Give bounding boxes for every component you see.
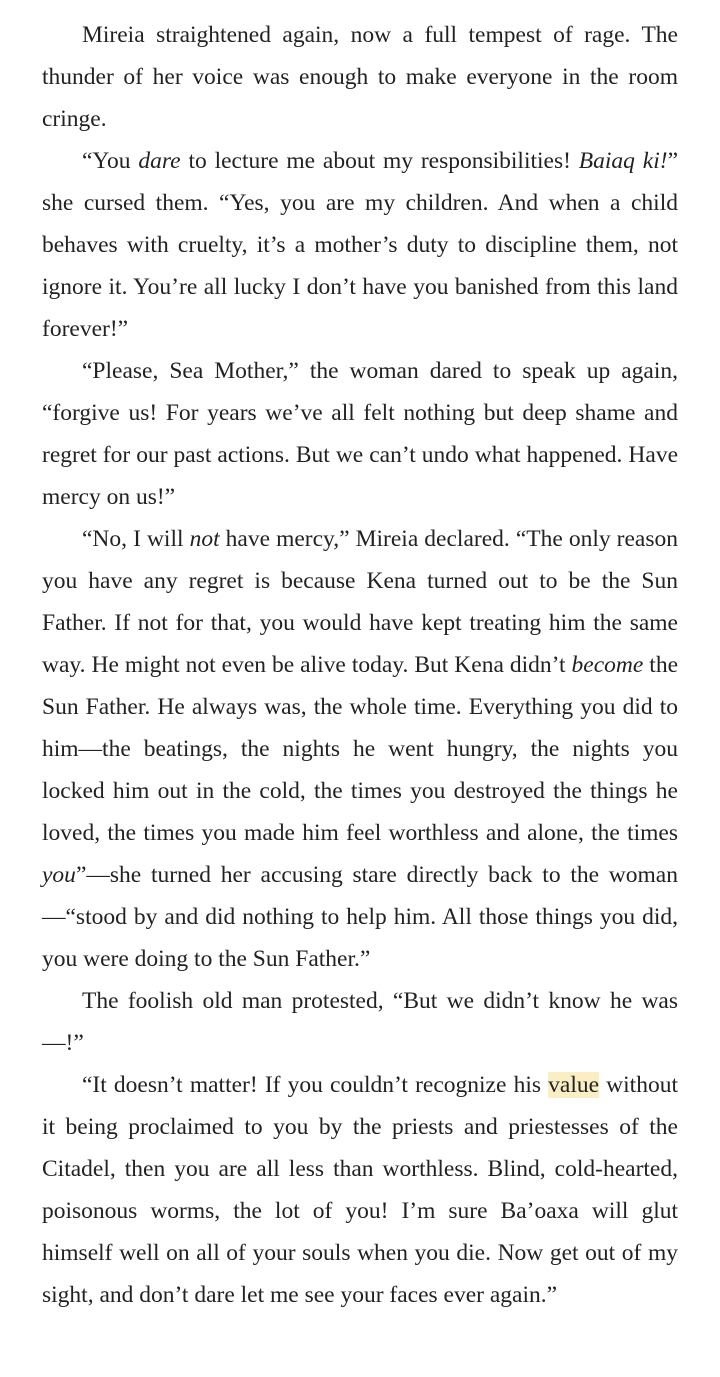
text-segment: have mercy,” Mireia declared. “The only reason you have any regret is because Kena turned out to be the Sun Father. If not for that, you would have kept treating him the same way. He might not even be alive today. But Kena didn’t — [42, 526, 678, 678]
text-segment: “No, I will — [82, 526, 190, 552]
paragraph[interactable] — [42, 350, 678, 518]
text-segment: without it being proclaimed to you by the priests and priestesses of the Citadel, then you are all less than worthless. Blind, cold-hearted, poisonous worms, the lot of you! I’m sure Ba’oaxa will glut himself well on all of your souls when you die. Now get out of my sight, and don’t dare let me see your faces ever again.” — [42, 1072, 678, 1308]
highlighted-word[interactable]: value — [548, 1072, 600, 1098]
text-segment: ”—she turned her accusing stare directly back to the woman—“stood by and did nothing to help him. All those things you did, you were doing to the Sun Father.” — [42, 862, 678, 972]
text-segment: ” she cursed them. “Yes, you are my children. And when a child behaves with cruelty, it’s a mother’s duty to discipline them, not ignore it. You’re all lucky I don’t have you banished from this land forever!” — [42, 148, 678, 342]
paragraph[interactable] — [42, 1064, 678, 1316]
text-segment: The foolish old man protested, “But we didn’t know he was—!” — [42, 988, 678, 1056]
italic-text-segment: Baiaq ki! — [578, 148, 668, 174]
text-segment: “You — [82, 148, 139, 174]
italic-text-segment: not — [189, 526, 220, 552]
text-segment: the Sun Father. He always was, the whole time. Everything you did to him—the beatings, the nights he went hungry, the nights you locked him out in the cold, the times you destroyed the things he loved, the times you made him feel worthless and alone, the times — [42, 652, 678, 846]
italic-text-segment: become — [571, 652, 644, 678]
text-segment: to lecture me about my responsibilities! — [180, 148, 579, 174]
text-segment: Mireia straightened again, now a full tempest of rage. The thunder of her voice was enough to make everyone in the room cringe. — [42, 22, 678, 132]
paragraph[interactable] — [42, 518, 678, 980]
italic-text-segment: dare — [138, 148, 181, 174]
italic-text-segment: you — [42, 862, 76, 888]
text-segment: “It doesn’t matter! If you couldn’t recognize his — [82, 1072, 549, 1098]
text-segment: “Please, Sea Mother,” the woman dared to speak up again, “forgive us! For years we’ve all felt nothing but deep shame and regret for our past actions. But we can’t undo what happened. Have mercy on us!” — [42, 358, 678, 510]
paragraph[interactable] — [42, 140, 678, 350]
paragraph[interactable] — [42, 14, 678, 140]
paragraph[interactable] — [42, 980, 678, 1064]
reader-page — [42, 14, 678, 1316]
